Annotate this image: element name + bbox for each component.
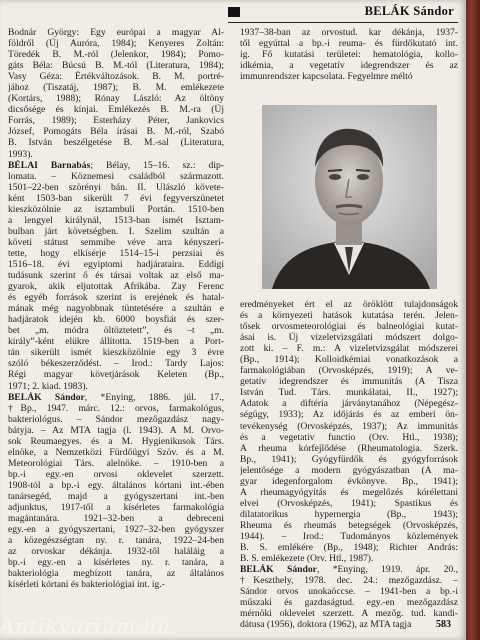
text-line: István Tud. Társ. munkálatai, II., 1927); [240, 387, 458, 399]
text-line: Bodnár György: Egy európai a magyar Al- [8, 27, 224, 38]
text-line: Régi magyar követjárások Keleten (Bp., [8, 369, 224, 381]
text-line: dátusa (1956), doktora (1962), az MTA tagja [240, 619, 412, 631]
text-line: ségügy, 1933); Az időjárás és az emberi ön- [240, 409, 458, 421]
text-line: és a vegetatív functio (Orv. Htl., 1938); [240, 431, 458, 443]
text-line: (Bp., 1914); Kolloidkémiai vonatkozások a [240, 354, 458, 366]
book-page-edge [466, 0, 480, 640]
text-line: tette, hogy elkísérje 1514–15-i perzsiai és [8, 247, 224, 259]
text-line: a lengyel királynál, 1513-ban ismét Isztam- [8, 214, 224, 226]
text-line: 1937–38-ban az orvostud. kar dékánja, 1937- [240, 27, 458, 38]
portrait-photo-icon [262, 105, 437, 289]
text-line: B. István beszélgetése B. M.-sal (Literatura, [8, 137, 224, 149]
text-line: tősek orvosmeteorológiai és balneológiai kutat- [240, 321, 458, 333]
page-number: 583 [436, 619, 451, 630]
text-line: bátyja. – Az MTA tagja (l. 1943). A M. Orvo- [8, 424, 224, 436]
text-line: a közegészségtan ny. r. tanára, 1922–24-ben [8, 535, 224, 547]
text-line: jához (Tiszatáj, 1987); B. M. emlékezete [8, 82, 224, 94]
text-line: zott ki. – F. m.: A vizeletvizsgálat módszerei [240, 343, 458, 355]
watermark: Antikvarium.hu [0, 614, 172, 638]
text-line: 1971; 2. kiad. 1983). [8, 380, 88, 392]
text-line: hadjáratok idején kb. 6000 boysfiát és szer- [8, 314, 224, 326]
text-line: getatív idegrendszer és immunitás (A Tisza [240, 376, 458, 388]
text-line: immunrendszer kapcsolata. Fegyelmre méltó [240, 71, 413, 83]
text-line: Meteorológiai Társ. alelnöke. – 1910-ben a [8, 457, 224, 469]
text-line: és a környezeti hatások kutatása terén. Jelen- [240, 310, 458, 322]
text-line: bp.-i egy.-en orvosi oklevelet szerzett. [8, 468, 224, 480]
text-line: BÉLAI Barnabás; Bélay, 15–16. sz.: dip- [8, 159, 224, 171]
text-line: †Bp., 1947. márc. 12.: orvos, farmakológus, [8, 402, 224, 414]
text-line: Forrás, 1989); Esterházy Péter, Jankovics [8, 115, 224, 127]
text-line: A rheuma kórfejlődése (Rheumatologia. Szerk. [240, 442, 458, 454]
text-line: az orvoskar dékánja. 1932-től haláláig a [8, 546, 224, 558]
text-line: farmakológiában (Orvosképzés, 1919); A ve- [240, 365, 458, 377]
text-line: szóló békeszerződést. – Irod.: Tardy Lajos: [8, 358, 224, 370]
text-line: BELÁK Sándor, *Enying, 1919. ápr. 20., [240, 564, 458, 576]
text-line: műszaki és gazdaságtud. egy.-en mezőgazdász [240, 597, 458, 609]
text-line: tán sikerült ismét kieszközölnie egy 3 évre [8, 347, 224, 359]
text-line: dicsősége és kínjai. Emlékezés B. M.-ra (Új [8, 104, 224, 116]
text-line: eredményeket ért el az öröklött tulajdonságok [240, 299, 458, 310]
text-line: lomata. – Köznemesi családból származott. [8, 170, 224, 182]
header-marker-block [228, 7, 240, 17]
text-line: bet „m. módra öltöztetett”, és –t „m. [8, 325, 224, 337]
text-line: 1908-tól a bp.-i egy. általános kórtani int.-ében [8, 479, 224, 491]
text-line: B. S. emlékére (Bp., 1948); Richter András: [240, 542, 458, 554]
right-column-bottom-text [240, 299, 458, 630]
right-column-top-text [240, 27, 458, 82]
text-line: ásai is. Új vizeletvizsgálati módszert dolgo- [240, 332, 458, 344]
text-line: király”-ként elükre állította. 1519-ben a Port- [8, 336, 224, 348]
text-line: 1516–18. évi egyiptomi hadjárataira. Eddigi [8, 258, 224, 270]
text-line: gyar idegenforgalom évkönyve. Bp., 1941); [240, 475, 458, 487]
text-line: egy.-en a gyógyszertani, 1927–32-ben gyógyszer [8, 524, 224, 536]
text-line: jelentősége a modern gyógyászatban (A ma- [240, 464, 458, 476]
text-line: bakteriológia megbízott tanára, az általános [8, 568, 224, 580]
text-line: bakteriológus. – Sándor mezőgazdász nagy- [8, 413, 224, 425]
text-line: BELÁK Sándor, *Enying, 1886. júl. 17., [8, 391, 224, 403]
text-line: bulban járt követségben. I. Szelim szultán a [8, 225, 224, 237]
text-line: földről (Új Auróra, 1984); Kenyeres Zoltán: [8, 38, 224, 50]
text-line: sok Reumaegyes. és a M. Hygienikusok Társ. [8, 435, 224, 447]
text-line: bp.-i egy.-en a kísérletes ny. r. tanára, a [8, 557, 224, 569]
text-line: Sándor orvos unokaöccse. – 1941-ben a bp.-i [240, 586, 458, 598]
text-line: elvei (Orvosképzés, 1941); Spastikus és [240, 497, 458, 509]
text-line: Adatok a diftéria járványtanához (Népegész- [240, 398, 458, 410]
text-line: A rheumagyógyítás és megelőzés kórélettani [240, 486, 458, 498]
text-line: mérnöki oklevelet szerzett. A mezőg. tud. kandi- [240, 608, 458, 620]
text-line: követi státust semmibe véve arra kényszerí- [8, 236, 224, 248]
text-line: dilatatorikus hypernergia (Bp., 1943); [240, 508, 458, 520]
text-line: Töredék B. M.-ról (Jelenkor, 1984); Pomo- [8, 49, 224, 61]
text-line: idkémia, a vegetatív idegrendszer és az [240, 60, 458, 72]
text-line: Vasy Géza: Értékváltozások. B. M. portré- [8, 71, 224, 83]
text-line: kísérleti kórtani és bakteriológiai int. ig.- [8, 579, 165, 591]
text-line: ig. Fő kutatási területei: hematológia, kollo- [240, 49, 458, 61]
text-line: és egyéb források szerint is erejének és hatal- [8, 292, 224, 304]
text-line: től egyúttal a bp.-i reuma- és fürdőkutató int. [240, 38, 458, 50]
text-line: 1944). – Irod.: Tudományos közlemények [240, 530, 458, 542]
text-line: adjunktus, 1917-től a kísérletes farmakológia [8, 502, 224, 514]
portrait-photo [262, 105, 437, 289]
text-line: tanársegéd, majd a gyógyszertani int.-ben [8, 490, 224, 502]
text-line: 1993). [8, 148, 33, 160]
text-line: ként 1503-ban sikerült 7 évi fegyverszünetet [8, 192, 224, 204]
text-line: 1501–22-ben szörényi bán. II. Ulászló követe- [8, 181, 224, 193]
text-line: tevékenység (Orvosképzés, 1937); Az immunitás [240, 420, 458, 432]
running-header [228, 4, 458, 23]
text-line: József, Pomogáts Béla írásai B. M.-ról, Szabó [8, 126, 224, 138]
text-line: †Keszthely, 1978. dec. 24.: mezőgazdász. – [240, 575, 458, 587]
left-column-text [8, 27, 224, 590]
text-line: Bp., 1941); Gyógyfürdők és gyógyforrások [240, 453, 458, 465]
text-line: gáts Béla: Búcsú B. M.-tól (Literatura, 1984); [8, 60, 224, 72]
text-line: kieszközölnie az isztambuli Portán. 1510-ben [8, 203, 224, 215]
text-line: mának még nagyobbnak tüntetésére a szultán e [8, 303, 224, 315]
text-line: Rheuma és rheumás betegségek (Orvosképzés, [240, 519, 458, 531]
text-line: gyarok, akik eljutottak Afrikába. Zay Ferenc [8, 281, 224, 293]
text-line: tudásunk szerint ő és társai voltak az első ma- [8, 270, 224, 282]
header-title: BELÁK Sándor [364, 4, 454, 18]
text-line: (Kortárs, 1988); Rónay László: Az öltöny [8, 93, 224, 105]
text-line: B. S. emlékezete (Orv. Htl., 1987). [240, 553, 374, 565]
text-line: magántanára. 1921–32-ben a debreceni [8, 513, 224, 525]
text-line: elnöke, a Nemzetközi Fürdőügyi Szöv. és a M. [8, 446, 224, 458]
